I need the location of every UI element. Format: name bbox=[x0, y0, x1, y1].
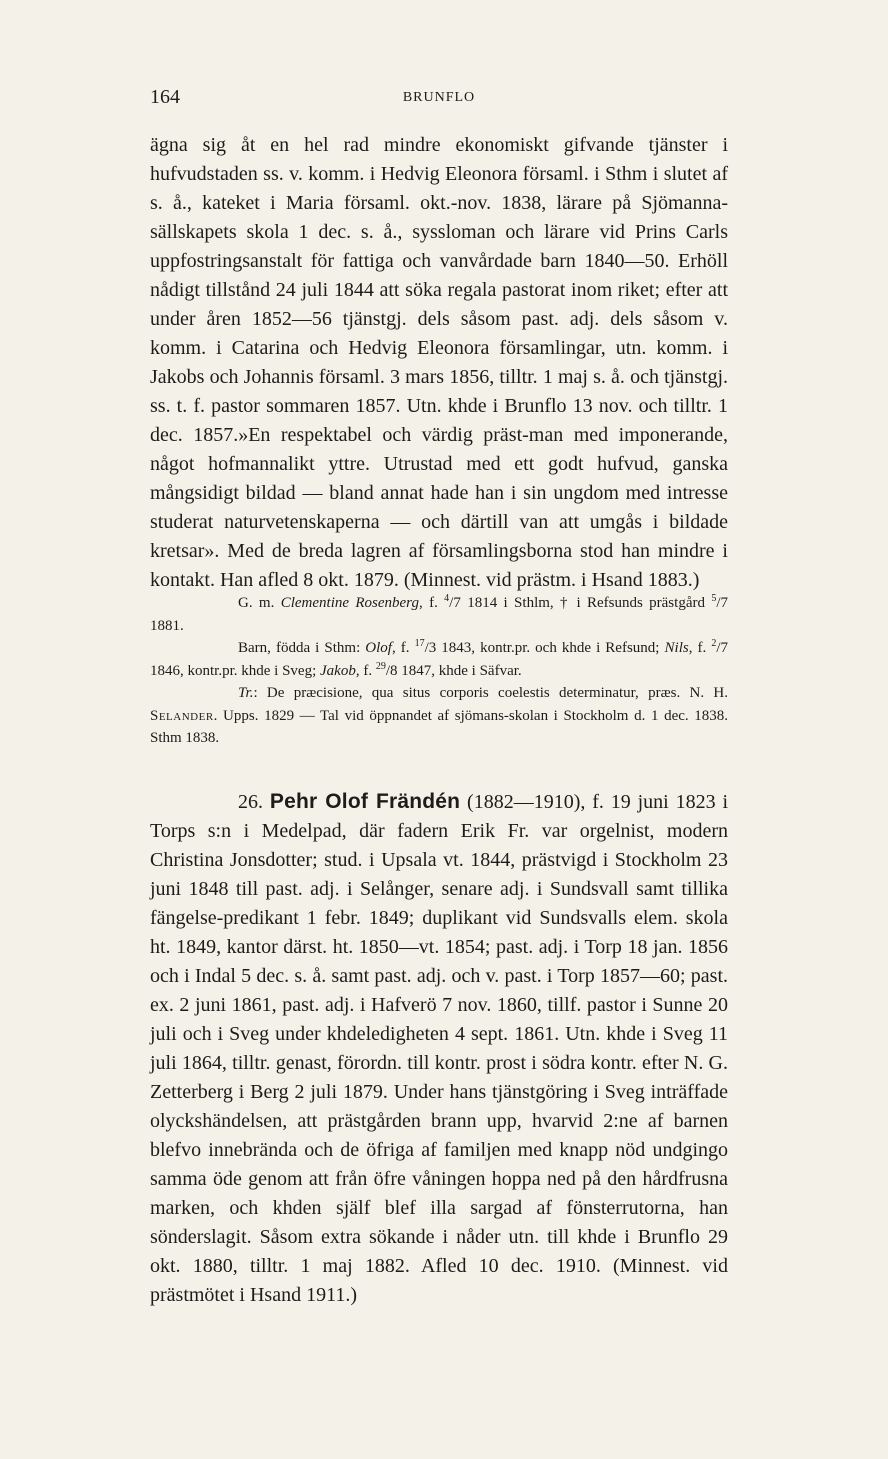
child-name: Nils bbox=[664, 640, 689, 656]
entry-26-body: (1882—1910), f. 19 juni 1823 i Torps s:n i Medelpad, där fadern Erik Fr. var orgelnist, modern Christina Jonsdotter; stud. i Upsala vt. 1844, prästvigd i Stockholm 23 juni 1848 till past. adj. i Selånger, senare adj. i Sundsvall samt tillika fängelse-predikant 1 febr. 1849; duplikant vid Sundsvalls elem. skola ht. 1849, kantor därst. ht. 1850—vt. 1854; past. adj. i Torp 18 jan. 1856 och i Indal 5 dec. s. å. samt past. adj. och v. past. i Torp 1857—60; past. ex. 2 juni 1861, past. adj. i Hafverö 7 nov. 1860, tillf. pastor i Sunne 20 juli och i Sveg under khdeledigheten 4 sept. 1861. Utn. khde i Sveg 11 juli 1864, tilltr. genast, förordn. till kontr. prost i södra kontr. efter N. G. Zetterberg i Berg 2 juli 1879. Under hans tjänstgöring i Sveg inträffade olyckshändelsen, att prästgården brann upp, hvarvid 2:ne af barnen blefvo innebrända och de öfriga af familjen med knapp nöd undgingo samma öde genom att från öfre våningen hoppa ned på den hårdfrusna marken, och khden själf blef illa sargad af fönsterrutorna, han sönderslagit. Såsom extra sökande i nåder utn. till khde i Brunflo 29 okt. 1880, tilltr. 1 maj 1882. Afled 10 dec. 1910. (Minnest. vid prästmötet i Hsand 1911.) bbox=[150, 791, 729, 1306]
page-number: 164 bbox=[150, 86, 180, 108]
marriage-note: G. m. Clementine Rosenberg, f. $^4$/7 1814 i Sthlm, † i Refsunds prästgård $^5$/7 1881. bbox=[150, 593, 728, 634]
child-name: Olof bbox=[365, 640, 392, 656]
entry-26-paragraph bbox=[150, 787, 728, 1310]
child-name: Jakob bbox=[320, 662, 356, 679]
entry-name: Pehr Olof Frändén bbox=[269, 790, 461, 813]
running-title: BRUNFLO bbox=[402, 90, 476, 105]
entry-26 bbox=[150, 787, 728, 1310]
entry-25-paragraph: ägna sig åt en hel rad mindre ekonomiskt gifvande tjänster i hufvudstaden ss. v. komm. i Hedvig Eleonora församl. i Sthm i slutet af s. å., kateket i Maria församl. okt.-nov. 1838, lärare på Sjömanna-sällskapets skola 1 dec. s. å., syssloman och lärare vid Prins Carls uppfostringsanstalt för fattiga och vanvårdade barn 1840—50. Erhöll nådigt tillstånd 24 juli 1844 att söka regala pastorat inom riket; efter att under åren 1852—56 tjänstgj. dels såsom past. adj. dels såsom v. komm. i Catarina och Hedvig Eleonora församlingar, utn. komm. i Jakobs och Johannis församl. 3 mars 1856, tilltr. 1 maj s. å. och tjänstgj. ss. t. f. pastor sommaren 1857. Utn. khde i Brunflo 13 nov. och tilltr. 1 dec. 1857.»En respektabel och värdig präst-man med imponerande, något hofmannalikt yttre. Utrustad med ett godt hufvud, ganska mångsidigt bildad — bland annat hade han i sin ungdom med intresse studerat naturvetenskaperna — och därtill van att umgås i bildade kretsar». Med de breda lagren af församlingsborna stod han mindre i kontakt. Han afled 8 okt. 1879. (Minnest. vid prästm. i Hsand 1883.) bbox=[150, 134, 728, 591]
children-note: Barn, födda i Sthm: Olof, f. $^{17}$/3 1843, kontr.pr. och khde i Refsund; Nils, f. $^2$/7 1846, kontr.pr. khde i Sveg; Jakob, f. $^{29}$/8 1847, khde i Säfvar. bbox=[150, 638, 728, 679]
writings-label: Tr. bbox=[238, 685, 254, 701]
wife-name: Clementine Rosenberg bbox=[280, 595, 419, 611]
writings-note: Tr.: De præcisione, qua situs corporis coelestis determinatur, præs. N. H. Selander. Upps. 1829 — Tal vid öppnandet af sjömans-skolan i Stockholm d. 1 dec. 1838. Sthm 1838. bbox=[150, 685, 728, 746]
entry-25-continuation bbox=[150, 131, 728, 595]
entry-25-notes bbox=[150, 592, 728, 750]
running-head bbox=[150, 86, 728, 116]
entry-number: 26. bbox=[238, 791, 263, 813]
